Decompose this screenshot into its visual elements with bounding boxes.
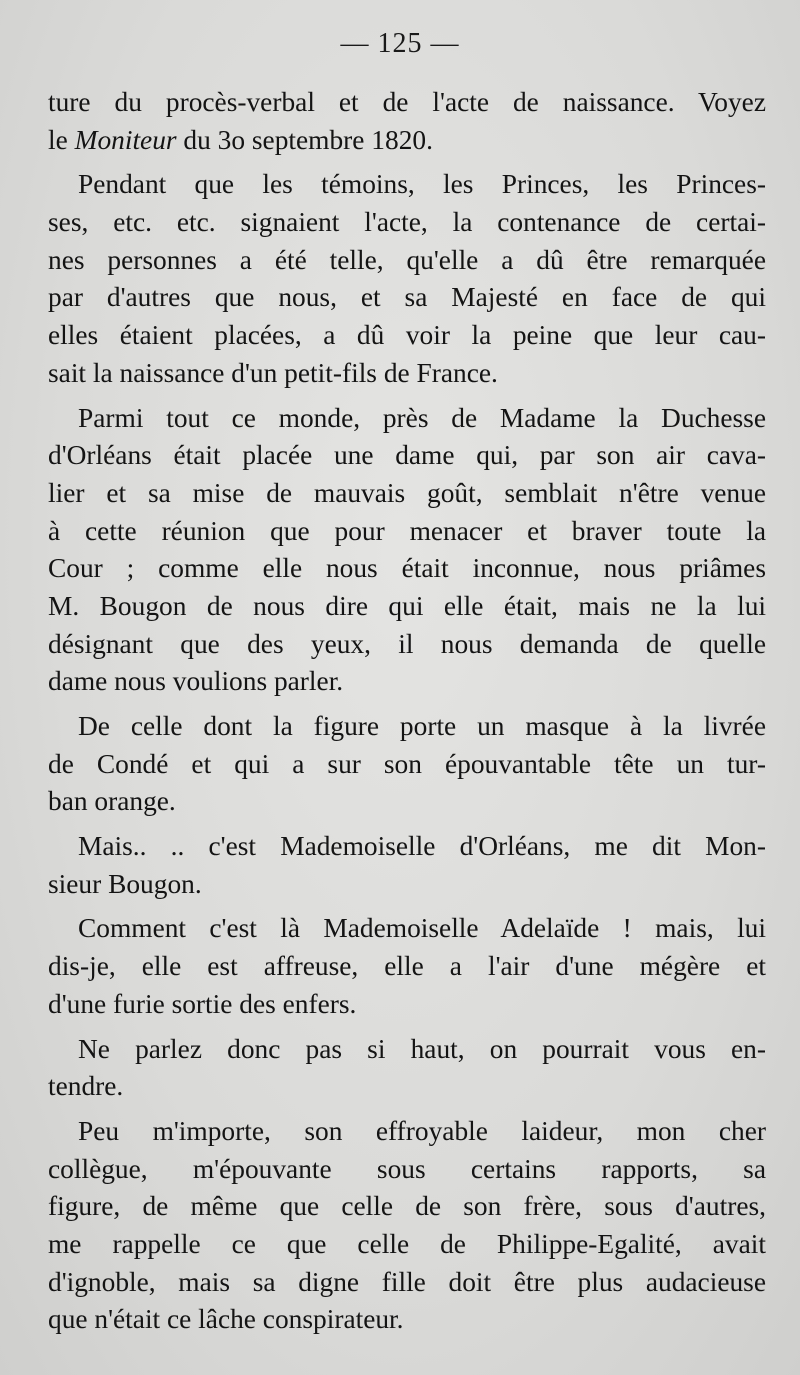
paragraph-gap	[48, 1106, 766, 1113]
text-line: le Moniteur du 3o septembre 1820.	[48, 124, 433, 155]
text-line: que n'était ce lâche conspirateur.	[48, 1304, 404, 1335]
text-line: désignant que des yeux, il nous demanda de quelle	[48, 628, 766, 659]
paragraph	[48, 84, 766, 159]
paragraph-gap	[48, 393, 766, 400]
text-line: sieur Bougon.	[48, 868, 202, 899]
text-line: sait la naissance d'un petit-fils de France.	[48, 357, 498, 388]
text-line: dame nous voulions parler.	[48, 666, 344, 697]
paragraph	[48, 910, 766, 1023]
paragraph	[48, 1031, 766, 1106]
text-line: Parmi tout ce monde, près de Madame la Duchesse	[78, 402, 766, 433]
paragraph	[48, 708, 766, 821]
text-line: ture du procès-verbal et de l'acte de naissance. Voyez	[48, 87, 766, 117]
text-line: me rappelle ce que celle de Philippe-Egalité, avait	[48, 1228, 766, 1259]
text-line: collègue, m'épouvante sous certains rapports, sa	[48, 1153, 766, 1184]
text-line: dis-je, elle est affreuse, elle a l'air d'une mégère et	[48, 951, 766, 982]
text-line: Ne parlez donc pas si haut, on pourrait vous en-	[78, 1033, 766, 1064]
page-number: — 125 —	[340, 28, 460, 59]
text-line: de Condé et qui a sur son épouvantable tête un tur-	[48, 748, 766, 779]
text-line: par d'autres que nous, et sa Majesté en face de qui	[48, 282, 766, 313]
text-line: Peu m'importe, son effroyable laideur, mon cher	[78, 1115, 766, 1146]
text-line: à cette réunion que pour menacer et braver toute la	[48, 515, 766, 546]
paragraph-gap	[48, 821, 766, 828]
paragraph-gap	[48, 903, 766, 910]
text-line: Pendant que les témoins, les Princes, les Princes-	[78, 169, 766, 200]
text-line: lier et sa mise de mauvais goût, semblait n'être venue	[48, 477, 766, 508]
paragraph	[48, 828, 766, 903]
text-line: tendre.	[48, 1071, 124, 1102]
paragraph	[48, 400, 766, 702]
text-line: d'ignoble, mais sa digne fille doit être plus audacieuse	[48, 1266, 766, 1297]
body-text	[48, 84, 766, 1339]
text-line: M. Bougon de nous dire qui elle était, mais ne la lui	[48, 590, 766, 621]
text-line: nes personnes a été telle, qu'elle a dû être remarquée	[48, 244, 766, 275]
text-line: De celle dont la figure porte un masque à la livrée	[78, 711, 766, 741]
text-line: figure, de même que celle de son frère, sous d'autres,	[48, 1191, 766, 1222]
paragraph-gap	[48, 1024, 766, 1031]
paragraph-gap	[48, 701, 766, 708]
text-line: ban orange.	[48, 786, 176, 817]
paragraph	[48, 166, 766, 392]
text-line: elles étaient placées, a dû voir la peine que leur cau-	[48, 320, 766, 351]
text-line: d'Orléans était placée une dame qui, par son air cava-	[48, 440, 766, 471]
paragraph	[48, 1113, 766, 1339]
text-line: Comment c'est là Mademoiselle Adelaïde ! mais, lui	[78, 913, 766, 944]
text-line: d'une furie sortie des enfers.	[48, 988, 357, 1019]
text-line: Cour ; comme elle nous était inconnue, nous priâmes	[48, 553, 766, 584]
text-line: ses, etc. etc. signaient l'acte, la contenance de certai-	[48, 207, 766, 238]
text-line: Mais.. .. c'est Mademoiselle d'Orléans, me dit Mon-	[78, 831, 766, 862]
paragraph-gap	[48, 159, 766, 166]
